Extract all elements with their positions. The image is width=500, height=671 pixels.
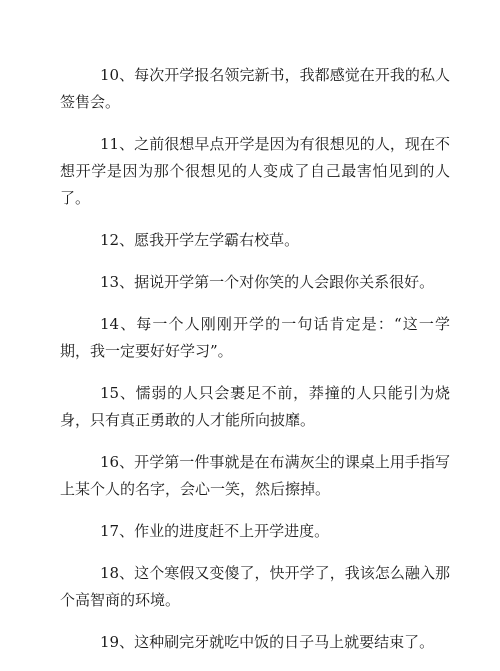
list-item: 12、愿我开学左学霸右校草。	[100, 231, 300, 249]
list-item: 19、这种刷完牙就吃中饭的日子马上就要结束了。	[100, 633, 435, 651]
list-item: 18、这个寒假又变傻了，快开学了，我该怎么融入那个高智商的环境。	[60, 564, 450, 609]
list-item: 11、之前很想早点开学是因为有很想见的人，现在不想开学是因为那个很想见的人变成了自己最害怕见到的人了。	[60, 135, 450, 207]
list-item: 15、懦弱的人只会裹足不前，莽撞的人只能引为烧身，只有真正勇敢的人才能所向披靡。	[60, 384, 450, 429]
list-item: 16、开学第一件事就是在布满灰尘的课桌上用手指写上某个人的名字，会心一笑，然后擦掉。	[60, 453, 450, 498]
list-item: 13、据说开学第一个对你笑的人会跟你关系很好。	[100, 273, 435, 291]
list-item: 17、作业的进度赶不上开学进度。	[100, 522, 330, 540]
list-item: 10、每次开学报名领完新书，我都感觉在开我的私人签售会。	[60, 66, 450, 111]
list-item: 14、每一个人刚刚开学的一句话肯定是：“这一学期，我一定要好好学习”。	[60, 315, 450, 360]
document-page	[60, 62, 450, 671]
